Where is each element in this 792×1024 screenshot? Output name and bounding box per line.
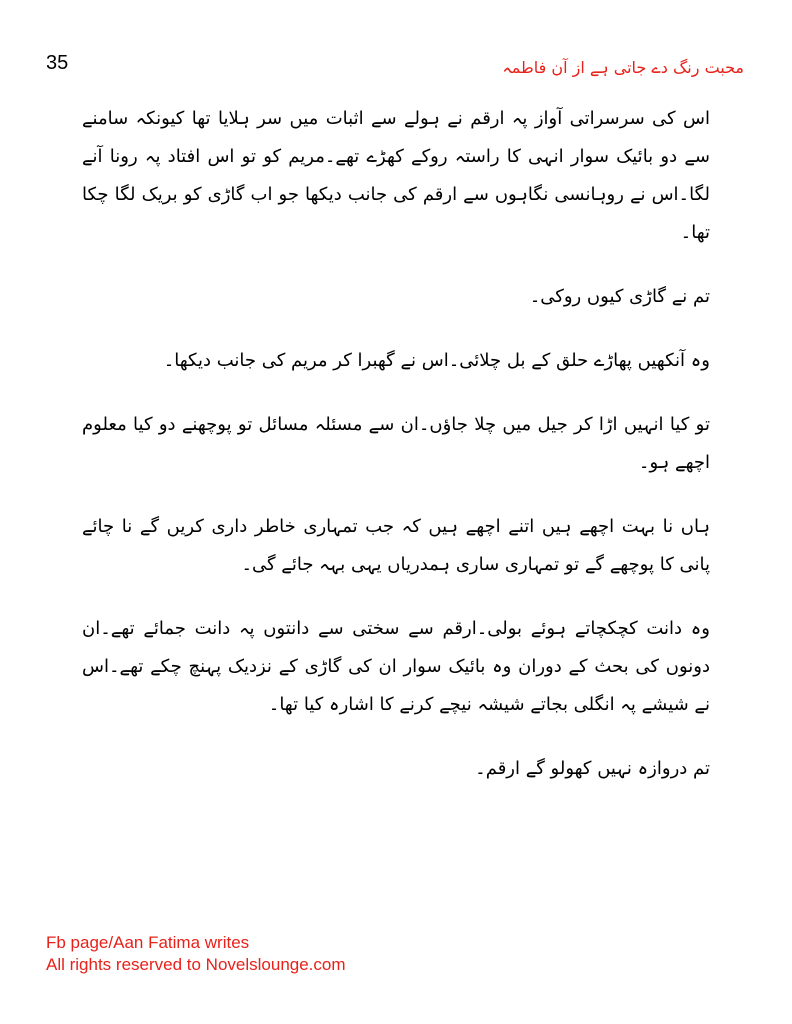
footer <box>46 932 346 976</box>
paragraph: تم دروازہ نہیں کھولو گے ارقم۔ <box>475 758 710 779</box>
paragraph: وہ آنکھیں پھاڑے حلق کے بل چلائی۔اس نے گھبرا کر مریم کی جانب دیکھا۔ <box>163 350 710 371</box>
page-number: 35 <box>46 52 69 74</box>
footer-copyright: All rights reserved to Novelslounge.com <box>46 955 346 974</box>
story-body <box>82 100 710 814</box>
paragraph: تو کیا انہیں اڑا کر جیل میں چلا جاؤں۔ان سے مسئلہ مسائل تو پوچھنے دو کیا معلوم اچھے ہو۔ <box>82 414 710 473</box>
book-title: محبت رنگ دے جاتی ہے از آن فاطمہ <box>502 58 744 77</box>
paragraph: وہ دانت کچکچاتے ہوئے بولی۔ارقم سے سختی سے دانتوں پہ دانت جمائے تھے۔ان دونوں کی بحث کے دوران وہ بائیک سوار ان کی گاڑی کے نزدیک پہنچ چکے تھے۔اس نے شیشے پہ انگلی بجاتے شیشہ نیچے کرنے کا اشارہ کیا تھا۔ <box>82 618 710 715</box>
paragraph: ہاں نا بہت اچھے ہیں اتنے اچھے ہیں کہ جب تمہاری خاطر داری کریں گے نا چائے پانی کا پوچھے گے تو تمہاری ساری ہمدریاں یہی بہہ جائے گی۔ <box>82 516 710 575</box>
paragraph: تم نے گاڑی کیوں روکی۔ <box>529 286 710 307</box>
footer-fb-page: Fb page/Aan Fatima writes <box>46 933 250 952</box>
paragraph: اس کی سرسراتی آواز پہ ارقم نے ہولے سے اثبات میں سر ہلایا تھا کیونکہ سامنے سے دو بائیک سوار انہی کا راستہ روکے کھڑے تھے۔مریم کو تو اس افتاد پہ رونا آنے لگا۔اس نے روہانسی نگاہوں سے ارقم کی جانب دیکھا جو اب گاڑی کو بریک لگا چکا تھا۔ <box>82 108 710 243</box>
